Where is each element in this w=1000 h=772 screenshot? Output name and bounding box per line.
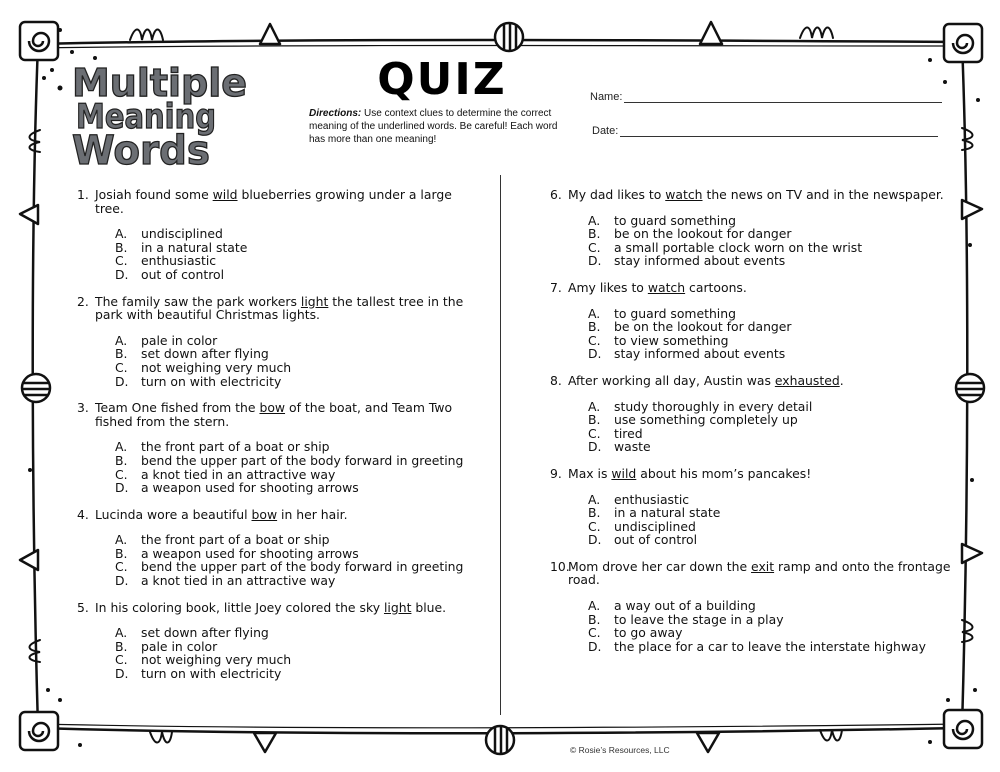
question-text-after: . <box>839 372 844 388</box>
multiple-meaning-words-title <box>70 62 255 172</box>
answer-options <box>588 214 960 268</box>
question-text-before: In his coloring book, little Joey colored the sky <box>95 599 384 615</box>
option-text: study thoroughly in every detail <box>614 398 813 414</box>
option-text: to go away <box>614 625 683 641</box>
answer-option[interactable] <box>115 640 481 654</box>
answer-option[interactable] <box>588 413 960 427</box>
option-letter: D. <box>588 532 602 548</box>
directions <box>309 107 574 146</box>
answer-option[interactable] <box>115 227 481 241</box>
option-text: set down after flying <box>141 346 269 362</box>
option-text: to guard something <box>614 305 736 321</box>
question-stem <box>550 467 960 481</box>
question-text-before: Team One fished from the <box>95 400 260 416</box>
underlined-word: light <box>383 599 412 615</box>
option-letter: B. <box>588 412 601 428</box>
answer-options <box>115 334 481 388</box>
answer-options <box>588 599 960 653</box>
answer-options <box>115 227 481 281</box>
question-text <box>568 467 960 481</box>
option-text: bend the upper part of the body forward in greeting <box>141 452 464 468</box>
column-divider <box>500 175 501 715</box>
question-text <box>568 281 960 295</box>
option-letter: D. <box>115 266 129 282</box>
option-letter: A. <box>588 491 601 507</box>
option-letter: B. <box>115 346 128 362</box>
question-item <box>77 508 481 588</box>
option-letter: A. <box>588 398 601 414</box>
option-letter: D. <box>115 573 129 589</box>
answer-option[interactable] <box>588 440 960 454</box>
answer-option[interactable] <box>115 268 481 282</box>
option-letter: C. <box>588 518 601 534</box>
answer-option[interactable] <box>588 400 960 414</box>
option-text: undisciplined <box>141 226 223 242</box>
question-text <box>568 560 960 587</box>
option-letter: D. <box>115 480 129 496</box>
answer-option[interactable] <box>588 214 960 228</box>
quiz-title: QUIZ <box>377 54 507 105</box>
answer-option[interactable] <box>588 506 960 520</box>
answer-option[interactable] <box>115 347 481 361</box>
question-number: 8. <box>550 372 562 388</box>
question-text <box>95 188 481 215</box>
answer-option[interactable] <box>115 560 481 574</box>
copyright: © Rosie’s Resources, LLC <box>570 745 670 755</box>
option-letter: A. <box>115 625 128 641</box>
question-number: 2. <box>77 293 89 309</box>
answer-option[interactable] <box>115 454 481 468</box>
option-letter: D. <box>115 373 129 389</box>
answer-option[interactable] <box>588 227 960 241</box>
answer-option[interactable] <box>588 320 960 334</box>
option-letter: C. <box>588 239 601 255</box>
question-text-before: Josiah found some <box>95 187 213 202</box>
option-letter: D. <box>588 638 602 654</box>
answer-option[interactable] <box>588 493 960 507</box>
option-letter: B. <box>588 226 601 242</box>
option-letter: A. <box>588 305 601 321</box>
question-number: 3. <box>77 400 89 416</box>
question-text-before: My dad likes to <box>568 187 666 202</box>
option-text: to leave the stage in a play <box>614 611 784 627</box>
question-text-before: Max is <box>568 465 612 481</box>
option-text: to guard something <box>614 212 736 228</box>
option-text: stay informed about events <box>614 253 786 269</box>
answer-option[interactable] <box>588 626 960 640</box>
question-item <box>77 601 481 681</box>
question-stem <box>550 374 960 388</box>
question-stem <box>550 188 960 202</box>
option-letter: D. <box>588 253 602 269</box>
answer-options <box>588 493 960 547</box>
answer-option[interactable] <box>115 574 481 588</box>
answer-options <box>588 400 960 454</box>
question-item <box>550 188 960 268</box>
question-item <box>550 374 960 454</box>
directions-label: Directions: <box>309 108 362 119</box>
option-letter: C. <box>115 359 128 375</box>
option-text: in a natural state <box>141 239 248 255</box>
directions-text: Use context clues to determine the correct meaning of the underlined words. Be careful! Each word has more than one meaning! <box>309 108 558 145</box>
option-text: be on the lookout for danger <box>614 319 792 335</box>
option-text: enthusiastic <box>614 491 690 507</box>
date-input-line[interactable] <box>620 124 938 137</box>
question-item <box>550 281 960 361</box>
question-item <box>77 188 481 282</box>
underlined-word: bow <box>259 400 286 416</box>
questions-column-right <box>550 188 960 666</box>
answer-option[interactable] <box>588 520 960 534</box>
option-letter: B. <box>115 452 128 468</box>
question-text-before: Amy likes to <box>568 279 648 295</box>
name-label: Name: <box>590 91 623 103</box>
name-field <box>590 90 942 103</box>
option-text: a weapon used for shooting arrows <box>141 480 359 496</box>
option-text: be on the lookout for danger <box>614 226 792 242</box>
question-number: 4. <box>77 506 89 522</box>
answer-option[interactable] <box>115 375 481 389</box>
option-letter: B. <box>588 611 601 627</box>
answer-options <box>115 626 481 680</box>
question-text-before: Lucinda wore a beautiful <box>95 506 252 522</box>
answer-option[interactable] <box>115 481 481 495</box>
question-stem <box>77 401 481 428</box>
question-stem <box>550 560 960 587</box>
date-label: Date: <box>592 125 619 137</box>
underlined-word: wild <box>212 187 238 202</box>
title-line-words: Words <box>72 128 210 172</box>
answer-option[interactable] <box>115 440 481 454</box>
question-text-after: blue. <box>411 599 447 615</box>
question-text <box>95 401 481 428</box>
option-letter: A. <box>115 439 128 455</box>
question-number: 9. <box>550 465 562 481</box>
questions-column-left <box>77 188 481 694</box>
underlined-word: watch <box>647 279 686 295</box>
underlined-word: light <box>300 293 329 309</box>
option-text: out of control <box>614 532 698 548</box>
question-item <box>77 401 481 495</box>
option-letter: C. <box>115 652 128 668</box>
question-item <box>550 467 960 547</box>
answer-option[interactable] <box>115 361 481 375</box>
underlined-word: wild <box>611 465 637 481</box>
question-text-after: of the boat, and Team Two fished from the stern. <box>95 400 453 429</box>
option-text: a way out of a building <box>614 598 756 614</box>
answer-option[interactable] <box>588 533 960 547</box>
question-item <box>77 295 481 389</box>
option-letter: A. <box>588 598 601 614</box>
answer-option[interactable] <box>115 667 481 681</box>
answer-option[interactable] <box>115 547 481 561</box>
question-number: 10. <box>550 558 570 574</box>
option-text: in a natural state <box>614 505 721 521</box>
option-text: stay informed about events <box>614 346 786 362</box>
answer-option[interactable] <box>588 640 960 654</box>
question-text-before: After working all day, Austin was <box>568 372 775 388</box>
option-letter: D. <box>115 666 129 682</box>
answer-options <box>115 440 481 494</box>
title-line-multiple: Multiple <box>72 62 247 105</box>
question-item <box>550 560 960 654</box>
answer-option[interactable] <box>115 241 481 255</box>
option-text: pale in color <box>141 638 218 654</box>
underlined-word: bow <box>251 506 278 522</box>
question-stem <box>550 281 960 295</box>
option-text: bend the upper part of the body forward in greeting <box>141 559 464 575</box>
option-text: enthusiastic <box>141 253 217 269</box>
question-number: 1. <box>77 187 89 202</box>
answer-option[interactable] <box>588 307 960 321</box>
answer-option[interactable] <box>115 254 481 268</box>
question-number: 6. <box>550 187 562 202</box>
option-letter: A. <box>115 226 128 242</box>
title-line-meaning: Meaning <box>76 97 216 137</box>
option-letter: B. <box>115 638 128 654</box>
answer-option[interactable] <box>115 468 481 482</box>
question-text-before: The family saw the park workers <box>95 293 301 309</box>
answer-option[interactable] <box>588 613 960 627</box>
option-text: to view something <box>614 332 729 348</box>
option-letter: C. <box>588 425 601 441</box>
question-text <box>95 295 481 322</box>
question-text-after: the tallest tree in the park with beautiful Christmas lights. <box>95 293 464 323</box>
option-letter: A. <box>588 212 601 228</box>
option-letter: A. <box>115 532 128 548</box>
option-text: waste <box>614 439 651 455</box>
answer-option[interactable] <box>588 427 960 441</box>
underlined-word: exit <box>751 558 775 574</box>
name-input-line[interactable] <box>624 90 942 103</box>
underlined-word: exhausted <box>774 372 840 388</box>
question-number: 5. <box>77 599 89 615</box>
option-letter: B. <box>588 505 601 521</box>
option-text: a small portable clock worn on the wrist <box>614 239 863 255</box>
option-text: tired <box>614 425 643 441</box>
option-text: turn on with electricity <box>141 666 282 682</box>
option-letter: B. <box>115 239 128 255</box>
option-letter: C. <box>115 466 128 482</box>
option-text: a knot tied in an attractive way <box>141 466 336 482</box>
question-text <box>568 188 960 202</box>
answer-option[interactable] <box>115 334 481 348</box>
answer-options <box>588 307 960 361</box>
option-text: the front part of a boat or ship <box>141 439 330 455</box>
option-text: use something completely up <box>614 412 798 428</box>
option-letter: B. <box>115 545 128 561</box>
answer-option[interactable] <box>115 653 481 667</box>
question-stem <box>77 601 481 615</box>
option-letter: B. <box>588 319 601 335</box>
answer-option[interactable] <box>588 241 960 255</box>
option-letter: C. <box>588 625 601 641</box>
option-text: pale in color <box>141 332 218 348</box>
question-text-before: Mom drove her car down the <box>568 558 752 574</box>
answer-option[interactable] <box>588 347 960 361</box>
question-text-after: the news on TV and in the newspaper. <box>702 187 944 202</box>
question-text-after: in her hair. <box>277 506 348 522</box>
question-text-after: about his mom’s pancakes! <box>636 465 812 481</box>
option-text: a weapon used for shooting arrows <box>141 545 359 561</box>
question-text-after: cartoons. <box>685 279 747 295</box>
answer-option[interactable] <box>115 533 481 547</box>
question-text <box>568 374 960 388</box>
question-text <box>95 601 481 615</box>
option-text: turn on with electricity <box>141 373 282 389</box>
option-letter: C. <box>115 253 128 269</box>
question-number: 7. <box>550 279 562 295</box>
option-text: not weighing very much <box>141 652 292 668</box>
option-letter: C. <box>115 559 128 575</box>
option-letter: C. <box>588 332 601 348</box>
option-text: the place for a car to leave the interstate highway <box>614 638 926 654</box>
option-text: set down after flying <box>141 625 269 641</box>
underlined-word: watch <box>665 187 703 202</box>
option-text: out of control <box>141 266 225 282</box>
answer-option[interactable] <box>115 626 481 640</box>
question-stem <box>77 188 481 215</box>
option-text: undisciplined <box>614 518 696 534</box>
answer-option[interactable] <box>588 599 960 613</box>
answer-option[interactable] <box>588 254 960 268</box>
option-letter: D. <box>588 346 602 362</box>
answer-option[interactable] <box>588 334 960 348</box>
question-text <box>95 508 481 522</box>
option-letter: A. <box>115 332 128 348</box>
question-text-after: blueberries growing under a large tree. <box>95 187 452 216</box>
answer-options <box>115 533 481 587</box>
option-text: the front part of a boat or ship <box>141 532 330 548</box>
date-field <box>592 124 938 137</box>
option-letter: D. <box>588 439 602 455</box>
option-text: not weighing very much <box>141 359 292 375</box>
question-stem <box>77 508 481 522</box>
question-stem <box>77 295 481 322</box>
question-text-after: ramp and onto the frontage road. <box>568 558 951 588</box>
option-text: a knot tied in an attractive way <box>141 573 336 589</box>
